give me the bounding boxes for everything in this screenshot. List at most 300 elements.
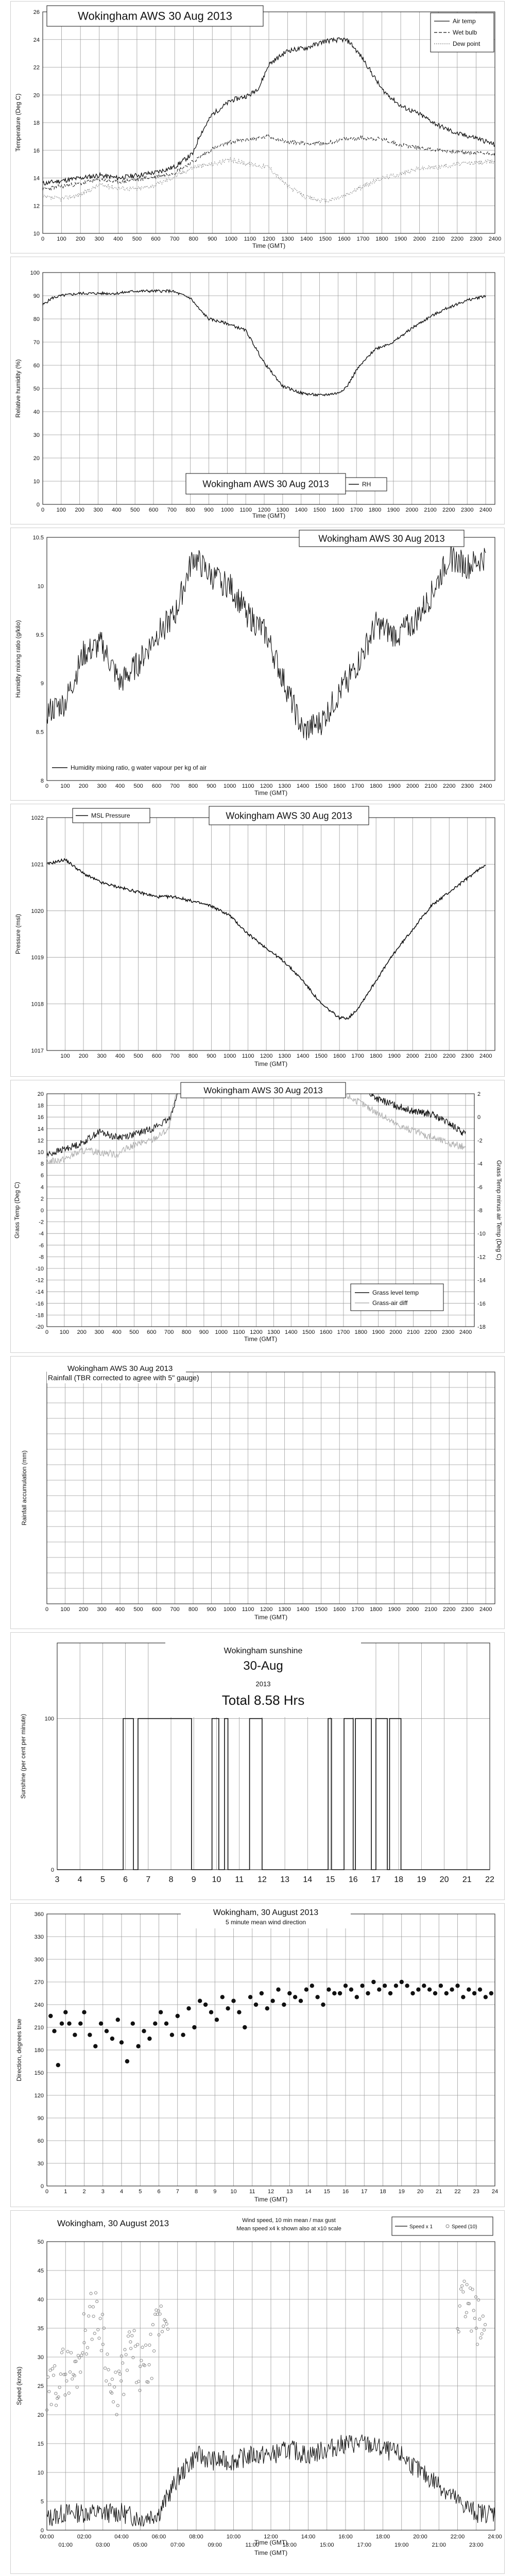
chart-date: 30-Aug [243,1659,283,1673]
scatter-point [484,1995,488,1999]
scatter-point [444,1991,449,1995]
x-tick-label: 2400 [479,507,492,513]
x-tick-label: 14:00 [301,2534,316,2540]
mixing-ratio-chart [10,528,505,801]
chart-title: Wokingham, 30 August 2013 [57,2218,169,2228]
scatter-point [427,1988,432,1992]
gust-marker [151,2324,154,2326]
y-tick-label: 1019 [31,955,44,961]
y-tick-label: -20 [36,1324,44,1330]
x-tick-label: 400 [113,236,123,242]
scatter-point [310,1984,314,1988]
legend-label: Speed x 1 [409,2224,433,2230]
x-tick-label: 1200 [262,236,276,242]
x-tick-label: 0 [41,507,45,513]
x-tick-label: 900 [208,236,217,242]
scatter-point [282,2003,286,2007]
y-tick-label: 80 [33,316,40,323]
x-tick-label: 2300 [461,783,474,789]
x-tick-label: 08:00 [189,2534,203,2540]
x-tick-label: 18:00 [375,2534,390,2540]
y-tick-label: 120 [34,2093,44,2099]
gust-marker [114,2371,117,2374]
scatter-point [366,1991,370,1995]
y-tick-label: -6 [39,1242,44,1249]
x-tick-label: 20:00 [413,2534,427,2540]
x-tick-label: 1800 [369,1053,383,1059]
y-tick-label: 40 [33,409,40,415]
x-tick-label: 2100 [424,1053,437,1059]
gust-marker [462,2291,465,2293]
scatter-point [355,1995,359,1999]
x-tick-label: 600 [148,507,159,513]
scatter-point [56,2063,60,2067]
x-tick-label: 200 [77,1329,87,1335]
x-tick-label: 100 [60,1606,70,1613]
x-tick-label: 21 [436,2189,442,2195]
x-tick-label: 200 [78,1606,89,1613]
x-tick-label: 17 [371,1875,381,1884]
scatter-point [461,1995,465,1999]
x-tick-label: 900 [199,1329,209,1335]
x-tick-label: 100 [60,1053,70,1059]
y-tick-label: -18 [36,1312,44,1319]
x-tick-label: 6 [157,2189,161,2195]
scatter-point [186,2006,191,2010]
x-tick-label: 1500 [315,1053,328,1059]
x-tick-label: 1400 [300,236,313,242]
scatter-point [93,2044,97,2048]
x-tick-label: 1100 [242,1606,254,1613]
x-tick-label: 21:00 [432,2542,447,2548]
scatter-point [220,1995,225,1999]
gust-marker [145,2344,147,2346]
x-tick-label: 05:00 [133,2542,148,2548]
gust-marker [55,2404,58,2406]
y-axis-label: Sunshine (per cent per minute) [20,1714,27,1799]
chart-subtitle: Rainfall (TBR corrected to agree with 5" gauge) [48,1374,199,1382]
gust-marker [52,2374,55,2377]
scatter-point [78,2022,82,2026]
gust-marker [463,2280,466,2282]
x-tick-label: 01:00 [58,2542,73,2548]
gust-marker [60,2351,63,2354]
y-tick-label: 90 [37,2115,44,2122]
gust-marker [139,2389,141,2392]
gust-marker [111,2378,113,2381]
x-tick-label: 5 [100,1875,105,1884]
gust-marker [116,2404,119,2407]
x-tick-label: 22 [485,1875,494,1884]
x-tick-label: 22:00 [450,2534,465,2540]
y-tick-label: 0 [40,1208,44,1214]
gust-marker [64,2394,66,2396]
y-tick-label: 30 [33,432,40,438]
y2-tick-label: -14 [477,1277,486,1284]
y-tick-label: 8 [40,778,44,784]
gust-marker [68,2370,71,2373]
gust-marker [104,2367,107,2369]
gust-marker [128,2331,131,2333]
scatter-point [315,1995,319,1999]
y-tick-label: 12 [37,1138,44,1144]
x-tick-label: 300 [93,507,103,513]
scatter-point [394,1984,398,1988]
gust-marker [162,2325,165,2327]
relative-humidity-chart [10,257,505,524]
scatter-point [270,1999,274,2003]
x-tick-label: 900 [207,783,216,789]
x-tick-label: 1900 [372,1329,385,1335]
x-tick-label: 06:00 [151,2534,166,2540]
plot-area [47,818,495,1050]
x-tick-label: 8 [168,1875,174,1884]
x-tick-label: 5 [139,2189,142,2195]
x-tick-label: 500 [130,507,140,513]
y2-tick-label: -8 [477,1208,483,1214]
chart-title: Wokingham AWS 30 Aug 2013 [318,533,445,544]
x-tick-label: 2100 [432,236,445,242]
gust-marker [67,2392,70,2394]
x-tick-label: 600 [151,1053,162,1059]
x-tick-label: 21 [462,1875,472,1884]
x-tick-label: 20 [439,1875,449,1884]
y-tick-label: 20 [37,1091,44,1097]
gust-marker [92,2315,95,2317]
x-tick-label: 3 [101,2189,105,2195]
x-axis-label: Time (GMT) [254,2196,288,2203]
x-tick-label: 23 [473,2189,479,2195]
scatter-point [48,2014,53,2018]
x-tick-label: 02:00 [77,2534,92,2540]
y-tick-label: 100 [44,1716,54,1722]
x-tick-label: 1700 [351,1053,364,1059]
x-tick-label: 19 [398,2189,405,2195]
x-tick-label: 18 [394,1875,404,1884]
x-tick-label: 2 [82,2189,86,2195]
x-tick-label: 1800 [368,507,382,513]
gust-marker [98,2337,100,2340]
scatter-point [192,2025,196,2029]
x-tick-label: 1100 [232,1329,245,1335]
x-tick-label: 1400 [296,1606,310,1613]
x-tick-label: 09:00 [208,2542,222,2548]
scatter-point [142,2029,146,2033]
x-tick-label: 0 [45,2189,49,2195]
x-tick-label: 1900 [388,1053,401,1059]
y-tick-label: 14 [37,1126,44,1132]
scatter-point [416,1988,420,1992]
x-tick-label: 16 [342,2189,349,2195]
scatter-point [383,1984,387,1988]
y-tick-label: 360 [34,1911,44,1918]
x-tick-label: 300 [97,1606,107,1613]
y-tick-label: 1020 [31,908,44,914]
y-axis-label: Pressure (msl) [14,913,22,955]
y-tick-label: 10 [37,1149,44,1156]
x-tick-label: 200 [75,236,85,242]
scatter-point [489,1991,493,1995]
x-tick-label: 15 [323,2189,330,2195]
x-tick-label: 2300 [461,1053,474,1059]
scatter-point [119,2040,124,2044]
gust-marker [94,2292,97,2294]
chart-title: Wokingham AWS 30 Aug 2013 [203,1085,323,1095]
gust-marker [107,2368,110,2371]
gust-marker [484,2324,487,2326]
y-tick-label: 10 [33,231,40,237]
x-tick-label: 9 [191,1875,196,1884]
x-tick-label: 11:00 [245,2542,260,2548]
x-tick-label: 1600 [333,1053,346,1059]
x-tick-label: 100 [59,1329,70,1335]
x-tick-label: 8 [194,2189,198,2195]
scatter-point [478,1988,482,1992]
scatter-point [237,2010,241,2014]
scatter-point [321,2003,325,2007]
y-tick-label: 1021 [31,861,44,868]
x-tick-label: 200 [78,1053,89,1059]
y-axis-label: Speed (knots) [15,2366,23,2405]
x-tick-label: 600 [147,1329,157,1335]
scatter-point [215,2018,219,2022]
x-tick-label: 2400 [479,1053,492,1059]
gust-marker [126,2369,128,2371]
gust-marker [48,2390,50,2393]
scatter-point [99,2022,103,2026]
y-tick-label: 18 [33,120,40,126]
series-line-0 [47,1094,178,1156]
x-tick-label: 1600 [332,507,345,513]
scatter-point [254,2003,258,2007]
y-tick-label: 26 [33,9,40,15]
gust-marker [473,2317,476,2319]
gust-marker [464,2315,467,2318]
gust-marker [92,2306,94,2308]
x-tick-label: 1700 [356,236,370,242]
x-tick-label: 13 [280,1875,290,1884]
y-tick-label: 2 [40,1196,44,1202]
gust-marker [50,2403,53,2406]
scatter-point [248,1995,252,1999]
y-tick-label: 30 [37,2354,44,2361]
y-tick-label: 210 [34,2025,44,2031]
x-tick-label: 0 [45,783,49,789]
gust-marker [79,2371,82,2374]
x-tick-label: 1700 [350,507,363,513]
gust-marker [133,2329,135,2332]
gust-marker [161,2330,163,2333]
x-tick-label: 2400 [479,1606,492,1613]
scatter-point [170,2033,174,2037]
x-tick-label: 1 [64,2189,67,2195]
gust-marker [91,2338,93,2341]
x-tick-label: 1700 [337,1329,350,1335]
scatter-point [231,1999,235,2003]
plot-area [47,1372,495,1604]
x-tick-label: 2100 [407,1329,420,1335]
gust-marker [127,2335,129,2337]
y-tick-label: -16 [36,1300,44,1307]
x-tick-label: 22 [454,2189,461,2195]
scatter-point [433,1991,437,1995]
x-tick-label: 1800 [354,1329,368,1335]
y-tick-label: 0 [36,502,40,508]
gust-marker [160,2305,162,2308]
x-axis-label: Time (GMT) [254,2539,288,2546]
legend-label: MSL Pressure [91,812,130,819]
gust-marker [138,2380,140,2383]
x-tick-label: 500 [132,236,142,242]
x-tick-label: 400 [115,783,125,789]
y-tick-label: 330 [34,1934,44,1940]
y-tick-label: -2 [39,1219,44,1226]
gust-marker [136,2343,139,2346]
legend-label: Grass level temp [372,1289,419,1296]
x-tick-label: 1000 [215,1329,228,1335]
x-tick-label: 2100 [424,507,437,513]
scatter-point [276,1988,280,1992]
y-tick-label: 20 [33,92,40,99]
chart-note: Mean speed x4 k shown also at x10 scale [236,2226,341,2232]
x-tick-label: 17:00 [357,2542,372,2548]
x-tick-label: 12:00 [264,2534,278,2540]
x-tick-label: 13 [286,2189,293,2195]
x-axis-label: Time (GMT) [254,1614,288,1621]
y-tick-label: 8.5 [36,729,44,736]
x-tick-label: 2000 [389,1329,402,1335]
x-tick-label: 1300 [267,1329,280,1335]
y-tick-label: 15 [37,2441,44,2447]
y-tick-label: 50 [33,386,40,392]
scatter-point [125,2059,129,2063]
x-tick-label: 18 [380,2189,386,2195]
scatter-point [400,1980,404,1984]
y-tick-label: 90 [33,293,40,299]
x-tick-label: 700 [167,507,177,513]
x-tick-label: 1500 [319,236,332,242]
x-tick-label: 700 [170,1606,180,1613]
x-tick-label: 300 [94,236,104,242]
y-axis-label: Rainfall accumulation (mm) [21,1450,28,1526]
gust-marker [99,2317,101,2320]
x-tick-label: 1500 [315,783,328,789]
gust-marker [106,2353,109,2355]
x-tick-label: 1600 [333,1606,346,1613]
gust-marker [58,2386,61,2388]
scatter-point [439,1984,443,1988]
x-tick-label: 1100 [242,1053,254,1059]
x-tick-label: 2200 [451,236,464,242]
x-tick-label: 1700 [351,1606,364,1613]
y-tick-label: 30 [37,2161,44,2167]
x-tick-label: 2300 [470,236,483,242]
x-tick-label: 2200 [442,1053,456,1059]
x-tick-label: 1300 [281,236,294,242]
x-tick-label: 1100 [244,236,256,242]
gust-marker [165,2323,168,2325]
x-tick-label: 19 [417,1875,426,1884]
gust-marker [88,2315,90,2317]
scatter-point [198,1999,202,2003]
x-tick-label: 1700 [351,783,364,789]
scatter-point [203,2003,208,2007]
x-tick-label: 2300 [461,1606,474,1613]
x-tick-label: 0 [45,1606,49,1613]
gust-marker [93,2332,96,2335]
chart-title: Wokingham AWS 30 Aug 2013 [78,9,232,23]
x-tick-label: 1000 [223,1053,236,1059]
scatter-point [136,2044,140,2048]
x-tick-label: 4 [77,1875,82,1884]
x-tick-label: 500 [133,783,143,789]
series-line-0 [370,1094,466,1136]
gust-marker [89,2305,91,2308]
x-tick-label: 500 [133,1606,143,1613]
legend-label: Speed (10) [452,2224,477,2230]
chart-title: Wokingham sunshine [224,1647,303,1655]
y-axis-label: Humidity mixing ratio (g/kilo) [14,620,22,698]
gust-marker [123,2393,125,2396]
gust-marker [480,2332,483,2335]
y-tick-label: 24 [33,37,40,43]
x-tick-label: 14 [303,1875,313,1884]
scatter-point [52,2029,56,2033]
scatter-point [327,1988,331,1992]
x-tick-label: 1200 [250,1329,263,1335]
scatter-point [260,1991,264,1995]
x-tick-label: 600 [151,236,161,242]
x-tick-label: 2400 [459,1329,472,1335]
x-tick-label: 100 [60,783,70,789]
x-tick-label: 1500 [302,1329,315,1335]
grass-temperature-chart [10,1080,505,1353]
x-tick-label: 24:00 [488,2534,502,2540]
y-tick-label: 45 [37,2268,44,2274]
y2-tick-label: -12 [477,1254,486,1261]
x-tick-label: 2000 [406,783,419,789]
scatter-point [131,2022,135,2026]
gust-marker [117,2370,120,2372]
gust-marker [85,2353,88,2355]
gust-marker [461,2284,464,2287]
x-tick-label: 800 [188,783,198,789]
scatter-point [60,2022,64,2026]
gust-marker [471,2288,474,2291]
x-tick-label: 15 [325,1875,335,1884]
x-tick-label: 800 [181,1329,192,1335]
x-tick-label: 12 [257,1875,267,1884]
gust-marker [132,2356,134,2359]
x-tick-label: 2200 [442,507,455,513]
x-axis-label: Time (GMT) [254,2549,288,2556]
chart-title: Wokingham AWS 30 Aug 2013 [67,1364,173,1373]
legend-label: RH [362,481,371,488]
x-tick-label: 0 [41,236,45,242]
x-tick-label: 6 [123,1875,128,1884]
pressure-chart [10,804,505,1077]
y-tick-label: 1017 [31,1048,44,1054]
y-tick-label: 0 [40,2183,44,2190]
x-tick-label: 400 [112,1329,122,1335]
x-tick-label: 900 [207,1053,216,1059]
gust-marker [90,2292,92,2295]
scatter-point [105,2029,109,2033]
x-tick-label: 1200 [258,507,271,513]
gust-marker [108,2383,111,2386]
x-tick-label: 700 [170,783,180,789]
x-tick-label: 1900 [394,236,407,242]
